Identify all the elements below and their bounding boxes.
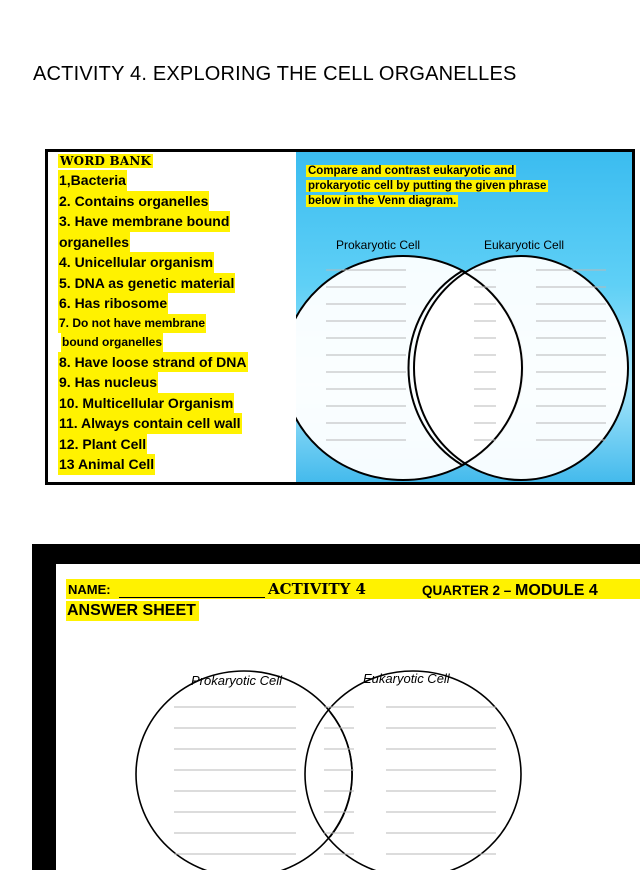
word-bank-item bbox=[58, 333, 298, 352]
word-bank-item-text: 6. Has ribosome bbox=[58, 293, 168, 314]
word-bank-item bbox=[58, 413, 298, 434]
word-bank-item-text: 9. Has nucleus bbox=[58, 372, 158, 393]
word-bank-item-text: 8. Have loose strand of DNA bbox=[58, 352, 248, 373]
word-bank-list bbox=[58, 170, 298, 475]
answer-sheet-frame bbox=[32, 544, 640, 870]
word-bank-item-text: organelles bbox=[58, 232, 130, 253]
word-bank-item bbox=[58, 454, 298, 475]
word-bank-item bbox=[58, 352, 298, 373]
activity-box bbox=[45, 149, 635, 485]
word-bank-item bbox=[58, 293, 298, 314]
word-bank-item-text: 3. Have membrane bound bbox=[58, 211, 230, 232]
word-bank-item-text: 10. Multicellular Organism bbox=[58, 393, 234, 414]
word-bank-item-text: 1,Bacteria bbox=[58, 170, 127, 191]
word-bank-item bbox=[58, 170, 298, 191]
word-bank-item-text: 4. Unicellular organism bbox=[58, 252, 214, 273]
venn-instructions bbox=[306, 164, 596, 209]
word-bank-item bbox=[58, 434, 298, 455]
word-bank-item bbox=[58, 372, 298, 393]
word-bank-item-text: 13 Animal Cell bbox=[58, 454, 155, 475]
answer-sheet-label: ANSWER SHEET bbox=[66, 601, 199, 621]
instruction-line: below in the Venn diagram. bbox=[308, 195, 457, 207]
word-bank-item bbox=[58, 314, 298, 333]
answer-prokaryotic-label: Prokaryotic Cell bbox=[191, 673, 283, 688]
word-bank-item-text: 7. Do not have membrane bbox=[58, 314, 206, 333]
word-bank-item-text: 2. Contains organelles bbox=[58, 191, 209, 212]
page-title: ACTIVITY 4. EXPLORING THE CELL ORGANELLES bbox=[33, 63, 517, 85]
venn-panel bbox=[296, 152, 635, 485]
answer-sheet bbox=[56, 564, 640, 870]
eukaryotic-label: Eukaryotic Cell bbox=[484, 238, 565, 252]
instruction-line: Compare and contrast eukaryotic and bbox=[308, 165, 515, 177]
word-bank-item bbox=[58, 273, 298, 294]
word-bank-item bbox=[58, 252, 298, 273]
word-bank-item bbox=[58, 393, 298, 414]
eukaryotic-circle bbox=[414, 256, 628, 480]
word-bank-item bbox=[58, 232, 298, 253]
answer-venn-diagram bbox=[56, 564, 640, 870]
instruction-line: prokaryotic cell by putting the given phrase bbox=[308, 180, 547, 192]
word-bank bbox=[58, 152, 298, 475]
prokaryotic-label: Prokaryotic Cell bbox=[336, 238, 421, 252]
word-bank-item-text: 12. Plant Cell bbox=[58, 434, 147, 455]
name-label: NAME: bbox=[68, 582, 111, 597]
word-bank-item bbox=[58, 211, 298, 232]
word-bank-item-text: bound organelles bbox=[61, 333, 163, 352]
answer-eukaryotic-label: Eukaryotic Cell bbox=[363, 671, 450, 686]
word-bank-item bbox=[58, 191, 298, 212]
quarter-module-label: QUARTER 2 – MODULE 4 bbox=[422, 582, 598, 599]
word-bank-item-text: 11. Always contain cell wall bbox=[58, 413, 242, 434]
word-bank-title: WORD BANK bbox=[60, 154, 152, 168]
word-bank-item-text: 5. DNA as genetic material bbox=[58, 273, 235, 294]
activity-label: ACTIVITY 4 bbox=[268, 580, 366, 598]
